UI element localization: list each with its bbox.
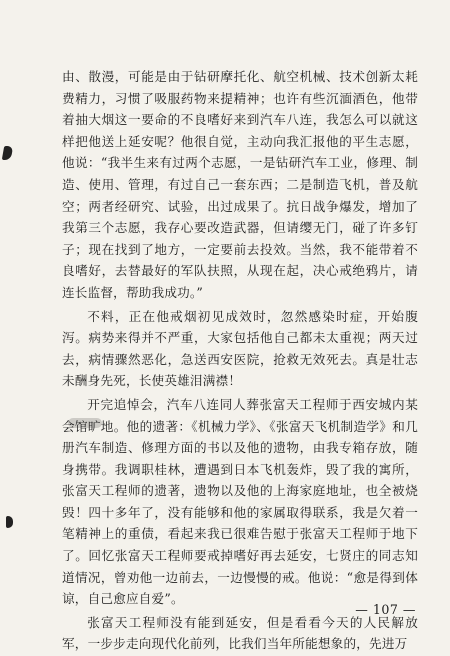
body-text xyxy=(62,66,418,655)
paragraph: 由、散漫，可能是由于钻研摩托化、航空机械、技术创新太耗费精力，习惯了吸服药物来提精神；也许有些沉湎酒色，他带着抽大烟这一要命的不良嗜好来到汽车八连，我怎么可以就这样把他送上延安呢？他很自觉，主动向我汇报他的平生志愿，他说：“我半生来有过两个志愿，一是钻研汽车工业，修理、制造、使用、管理，有过自己一套东西；二是制造飞机，普及航空；两者经研究、试验，出过成果了。抗日战争爆发，增加了我第三个志愿，我存心要改造武器，但请缨无门，碰了许多钉子；现在找到了地方，一定要前去投效。当然，我不能带着不良嗜好，去替最好的军队扶照，从现在起，决心戒绝鸦片，请连长监督，帮助我成功。” xyxy=(62,69,418,300)
margin-ink-mark xyxy=(6,516,13,528)
page-number: — 107 — xyxy=(355,602,416,617)
paragraph: 开完追悼会，汽车八连同人葬张富天工程师于西安城内某会馆旷地。他的遗著：《机械力学》、《张富天飞机制造学》和几册汽车制造、修理方面的书以及他的遗物，由我专箱存放，随身携带。我调职桂林，遭遇到日本飞机轰炸，毁了我的寓所，张富天工程师的遗著，遗物以及他的上海家庭地址，也全被烧毁！四十多年了，没有能够和他的家属取得联系，我是欠着一笔精神上的重债，看起来我已很难告慰于张富天工程师于地下了。回忆张富天工程师要戒掉嗜好再去延安，七贤庄的同志知道情况，曾劝他一边前去，一边慢慢的戒。他说：“愈是得到体谅，自己愈应自爱”。 xyxy=(62,396,418,607)
paragraph: 张富天工程师没有能到延安，但是看看今天的人民解放军，一步步走向现代化前列，比我们当年所能想象的，先进万 xyxy=(62,614,418,652)
paragraph: 不料，正在他戒烟初见成效时，忽然感染时症，开始腹泻。病势来得并不严重，大家包括他自己都未太重视；两天过去，病情骤然恶化，急送西安医院，抢救无效死去。真是壮志未酬身先死，长使英雄泪满襟！ xyxy=(62,308,418,389)
margin-ink-mark xyxy=(2,146,13,160)
